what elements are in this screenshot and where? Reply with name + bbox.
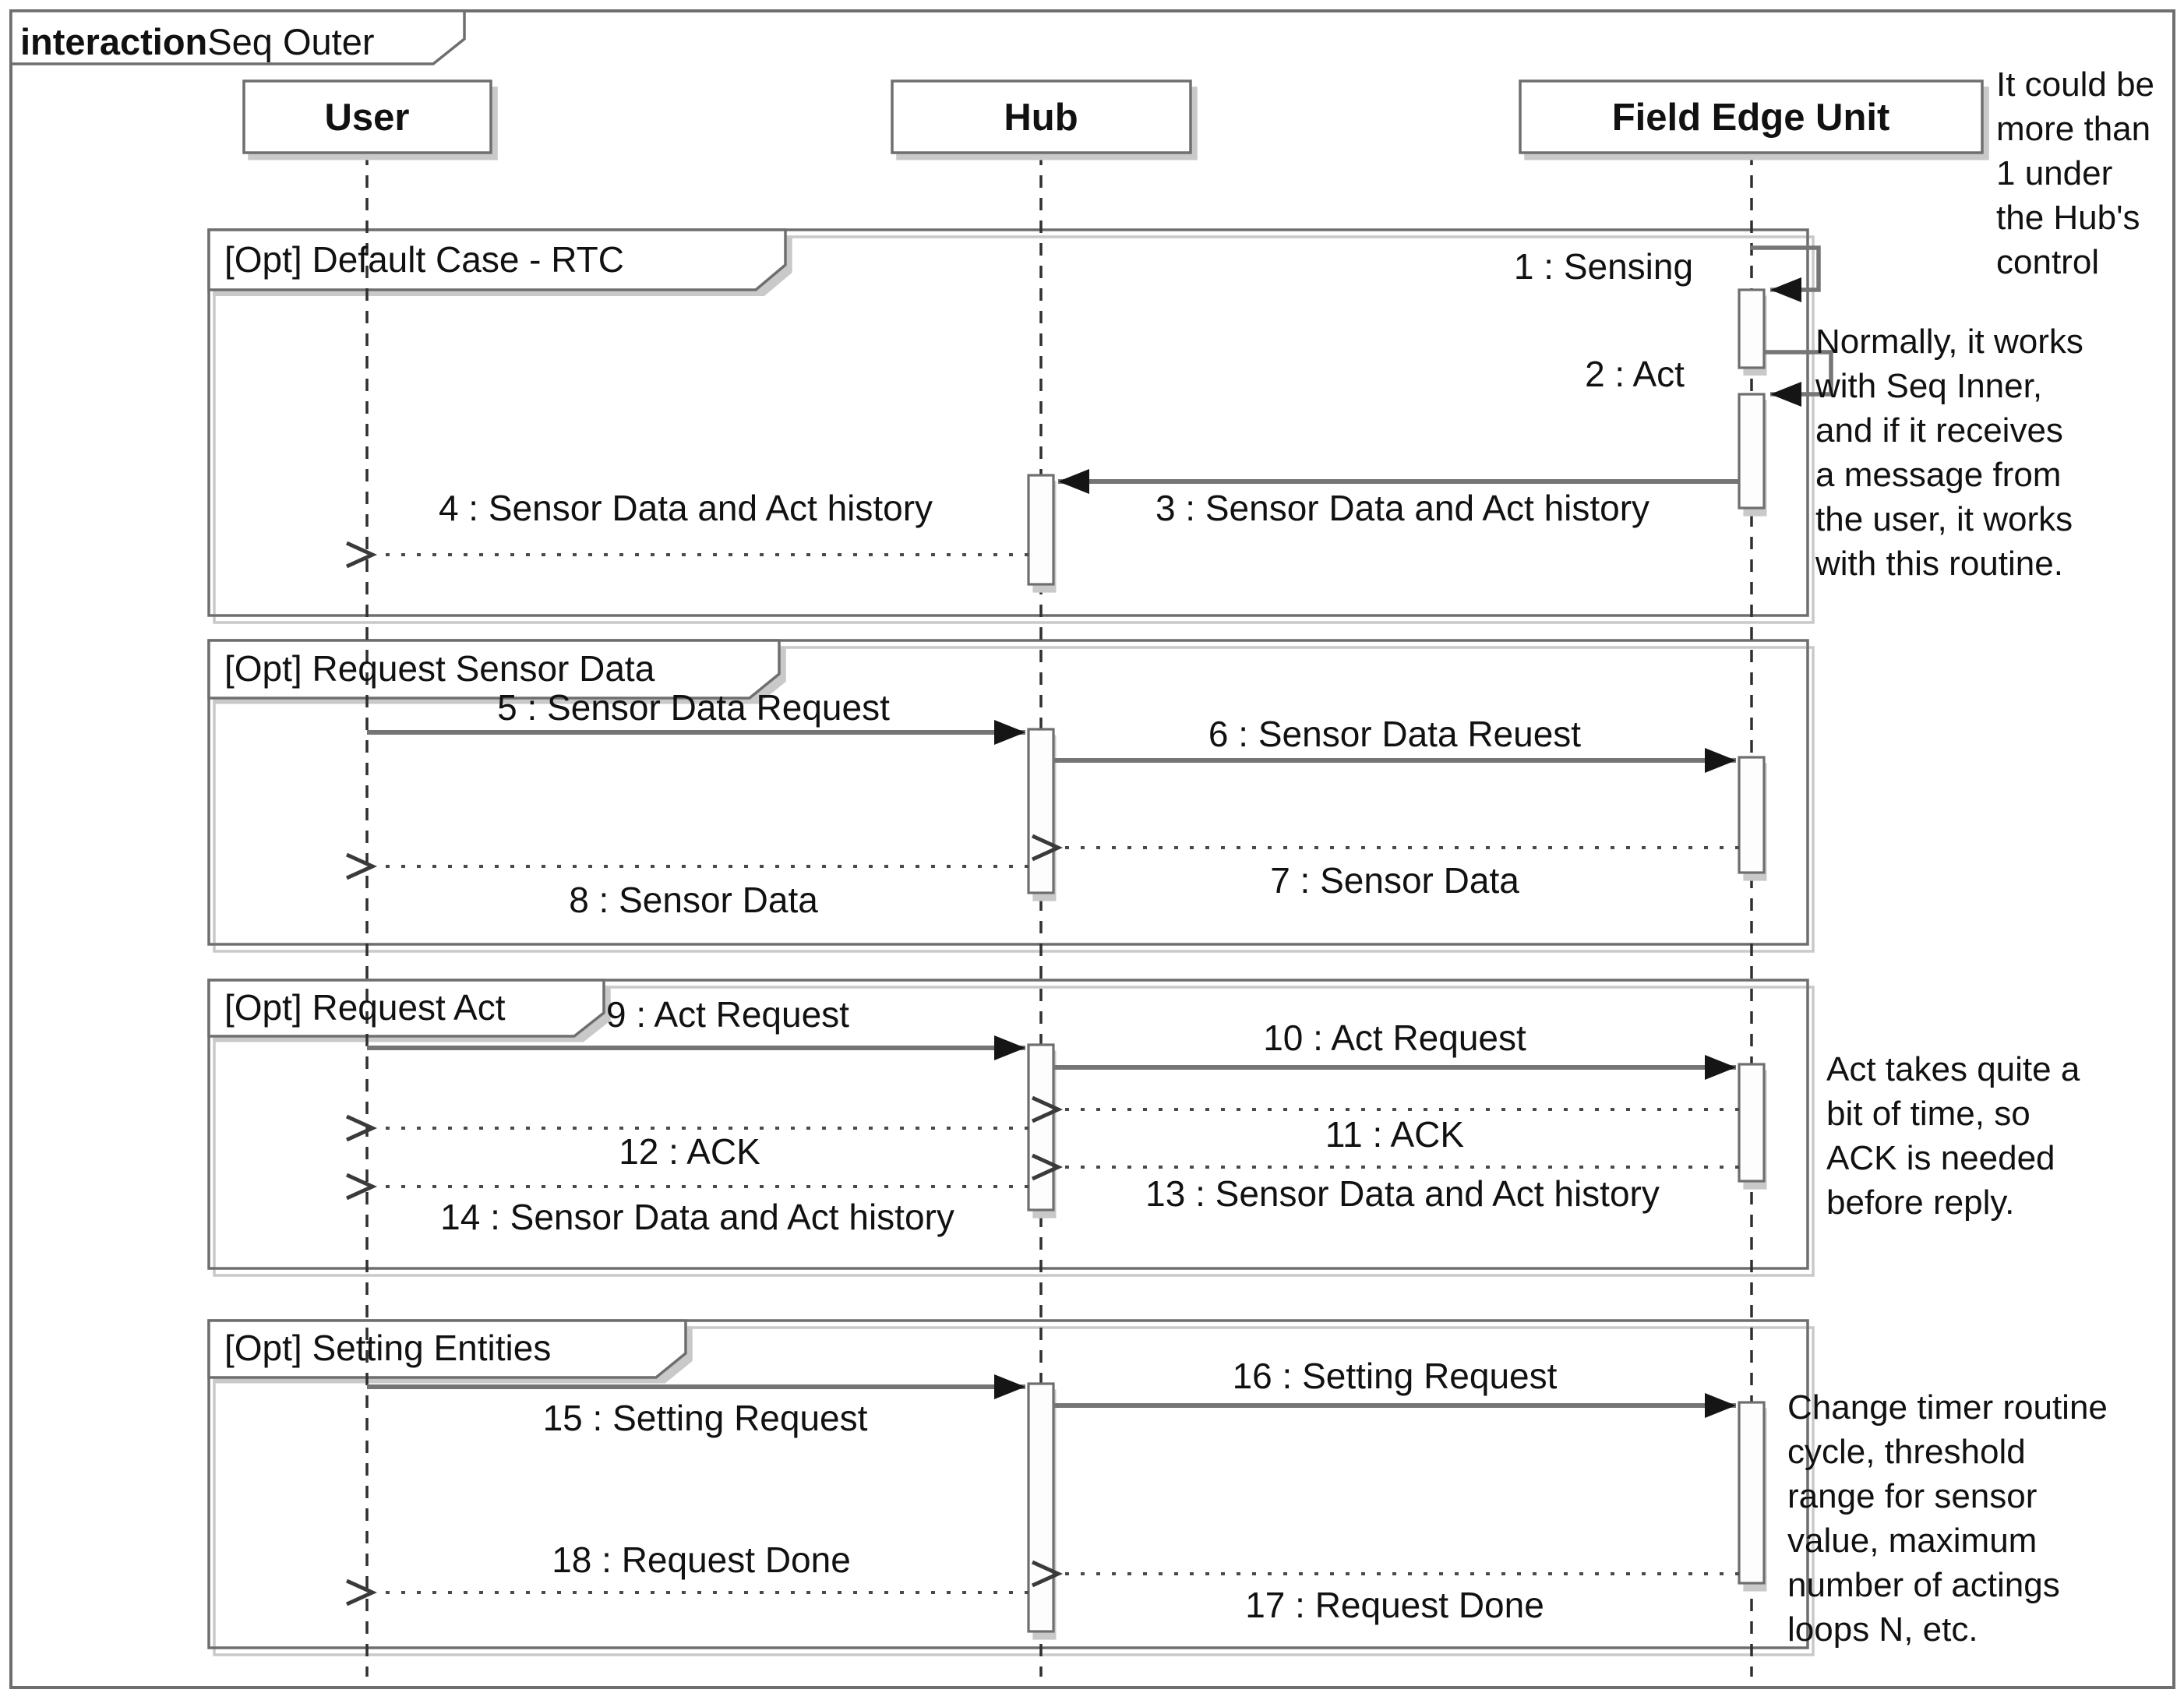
message-label-12: 12 : ACK [619, 1131, 760, 1172]
note-line: and if it receives [1815, 411, 2063, 450]
diagram-title [20, 20, 375, 63]
message-label-5: 5 : Sensor Data Request [497, 687, 890, 728]
note-line: control [1996, 243, 2100, 281]
message-label-3: 3 : Sensor Data and Act history [1155, 488, 1650, 528]
note-line: range for sensor [1787, 1477, 2038, 1515]
message-label-1: 1 : Sensing [1513, 246, 1694, 287]
message-label-8: 8 : Sensor Data [569, 880, 818, 920]
message-label-6: 6 : Sensor Data Reuest [1208, 714, 1582, 754]
note-line: It could be [1996, 65, 2155, 104]
note-line: Change timer routine [1787, 1388, 2108, 1427]
message-label-7: 7 : Sensor Data [1270, 860, 1519, 901]
note-line: loops N, etc. [1787, 1610, 1978, 1649]
fragment-label-default-case-rtc: [Opt] Default Case - RTC [224, 239, 624, 280]
note-ack-needed [1826, 1047, 2080, 1225]
fragment-label-setting-entities: [Opt] Setting Entities [224, 1328, 552, 1368]
diagram-title-keyword: interaction [20, 21, 208, 62]
message-label-9: 9 : Act Request [606, 994, 849, 1035]
message-label-13: 13 : Sensor Data and Act history [1145, 1173, 1660, 1214]
note-line: Act takes quite a [1826, 1050, 2080, 1088]
fragment-setting-entities [209, 1321, 1808, 1648]
diagram-title-name: Seq Outer [207, 21, 375, 62]
note-line: 1 under [1996, 154, 2113, 192]
note-line: cycle, threshold [1787, 1433, 2026, 1471]
note-line: the Hub's [1996, 199, 2140, 237]
note-setting-change [1787, 1385, 2108, 1652]
note-line: more than [1996, 110, 2151, 148]
message-label-4: 4 : Sensor Data and Act history [438, 488, 933, 528]
note-line: before reply. [1826, 1183, 2015, 1222]
lifeline-name-hub: Hub [1004, 97, 1078, 139]
note-multiple-units [1996, 62, 2154, 284]
note-line: bit of time, so [1826, 1095, 2031, 1133]
fragment-label-request-act: [Opt] Request Act [224, 987, 506, 1028]
note-line: a message from [1815, 456, 2062, 494]
note-line: value, maximum [1787, 1522, 2038, 1560]
message-label-18: 18 : Request Done [552, 1540, 851, 1580]
note-line: the user, it works [1815, 500, 2073, 538]
fragment-default-case-rtc [209, 230, 1808, 615]
note-line: number of actings [1787, 1566, 2060, 1604]
message-label-15: 15 : Setting Request [542, 1398, 868, 1438]
message-label-11: 11 : ACK [1325, 1114, 1465, 1155]
message-label-2: 2 : Act [1585, 354, 1685, 394]
note-line: with Seq Inner, [1815, 367, 2043, 405]
note-seq-inner [1815, 319, 2083, 586]
fragment-label-request-sensor-data: [Opt] Request Sensor Data [224, 648, 655, 689]
note-line: Normally, it works [1815, 323, 2083, 361]
message-label-14: 14 : Sensor Data and Act history [440, 1197, 954, 1237]
message-label-10: 10 : Act Request [1263, 1018, 1526, 1058]
message-label-16: 16 : Setting Request [1232, 1356, 1558, 1396]
lifeline-name-user: User [324, 97, 410, 139]
note-line: with this routine. [1815, 545, 2063, 583]
message-label-17: 17 : Request Done [1245, 1585, 1544, 1625]
note-line: ACK is needed [1826, 1139, 2055, 1177]
lifeline-name-field-edge-unit: Field Edge Unit [1611, 97, 1890, 139]
